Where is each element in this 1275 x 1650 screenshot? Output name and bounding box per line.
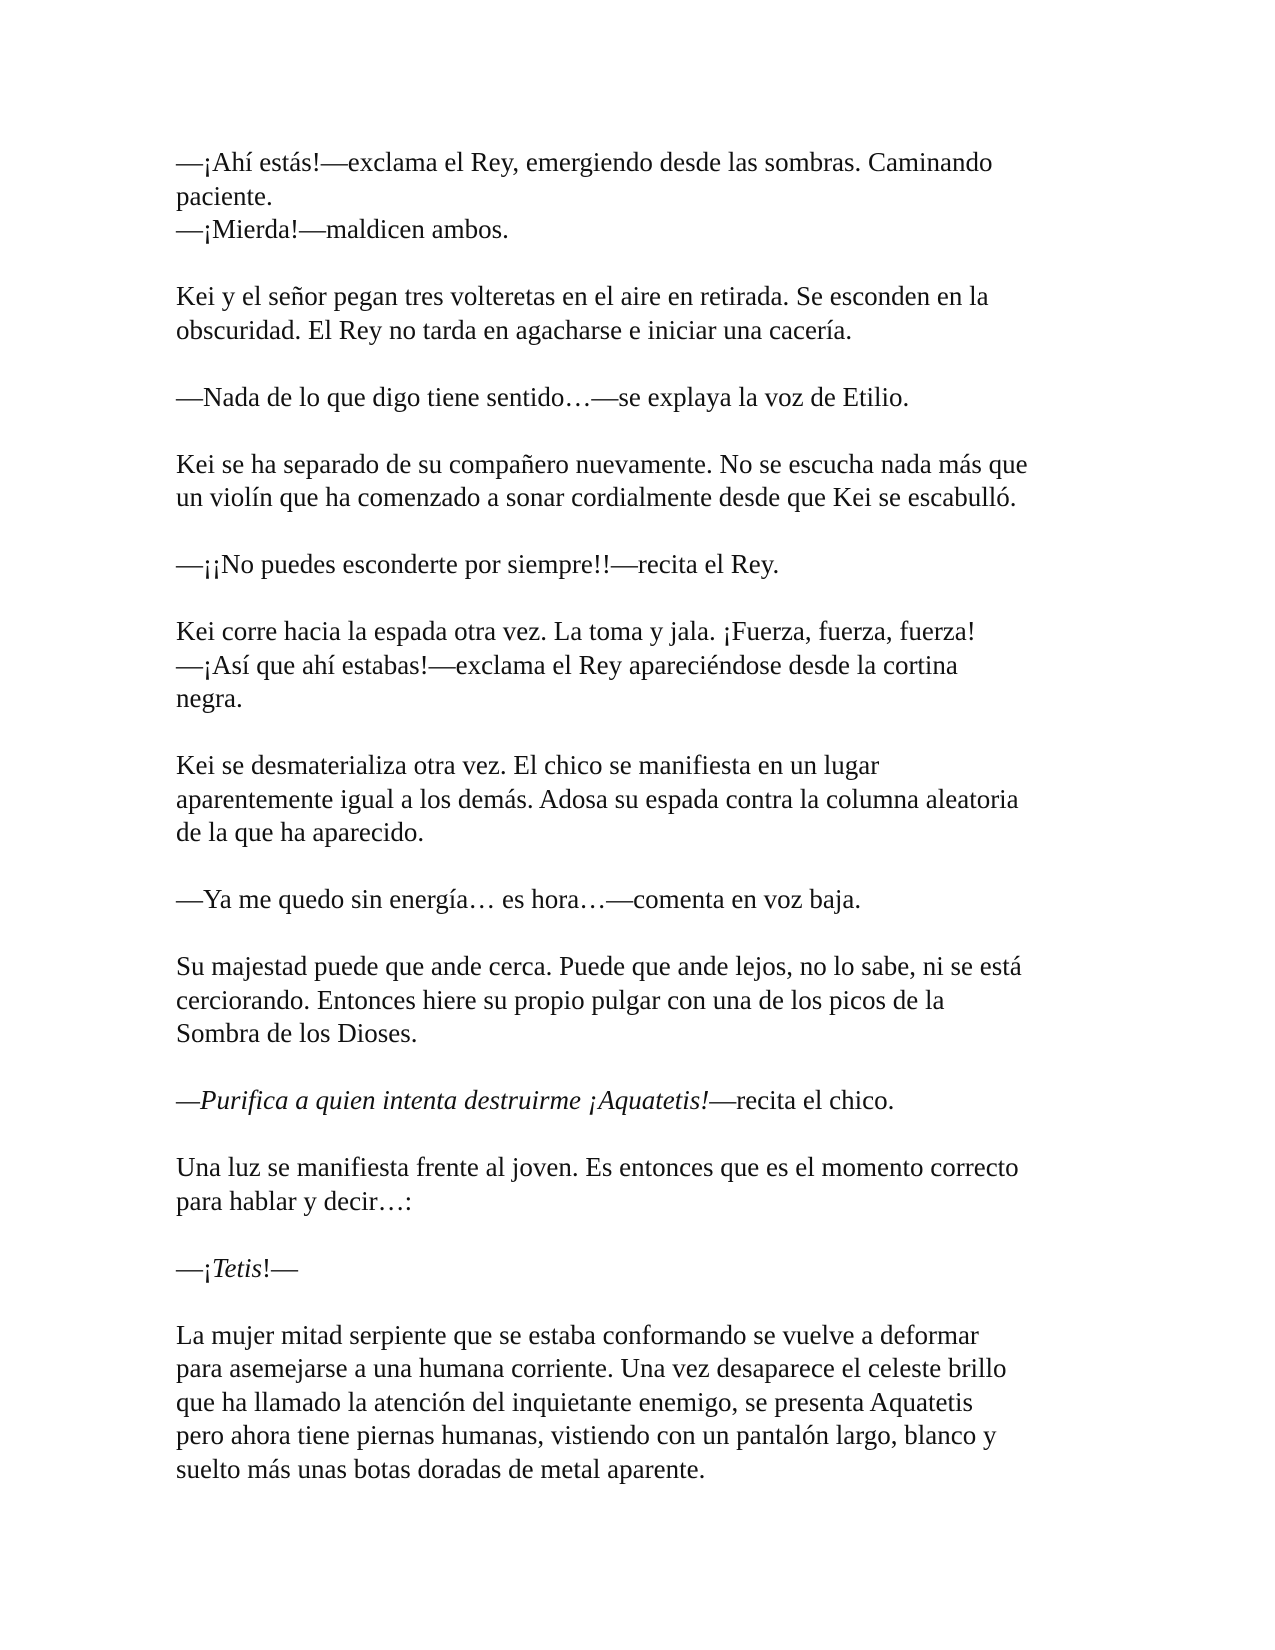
- incantation-italic: —Purifica a quien intenta destruirme ¡Aquatetis!: [176, 1085, 710, 1115]
- text-line: —¡¡No puedes esconderte por siempre!!—recita el Rey.: [176, 549, 780, 579]
- incantation-paragraph: [176, 1084, 1116, 1118]
- text-line: que ha llamado la atención del inquietante enemigo, se presenta Aquatetis: [176, 1386, 973, 1417]
- text-line: Una luz se manifiesta frente al joven. Es entonces que es el momento correcto: [176, 1152, 1019, 1182]
- paragraph-11: [176, 1319, 1116, 1487]
- incantation-tail: —recita el chico.: [709, 1085, 895, 1115]
- paragraph-7: [176, 749, 1116, 850]
- text-line: para asemejarse a una humana corriente. Una vez desaparece el celeste brillo: [176, 1353, 1007, 1383]
- text-line: [176, 1084, 1116, 1118]
- text-line: —¡Mierda!—maldicen ambos.: [176, 214, 509, 244]
- paragraph-3: [176, 381, 1116, 415]
- text-line: —Nada de lo que digo tiene sentido…—se explaya la voz de Etilio.: [176, 381, 910, 412]
- text-line: Kei corre hacia la espada otra vez. La toma y jala. ¡Fuerza, fuerza, fuerza!: [176, 616, 976, 646]
- text-line: Sombra de los Dioses.: [176, 1018, 418, 1048]
- shout-paragraph: [176, 1252, 1116, 1286]
- paragraph-4: [176, 448, 1116, 515]
- text-line: —Ya me quedo sin energía… es hora…—comenta en voz baja.: [176, 884, 862, 914]
- paragraph-5: [176, 548, 1116, 582]
- paragraph-2: [176, 280, 1116, 347]
- shout-prefix: —¡: [176, 1252, 212, 1283]
- text-line: —¡Ahí estás!—exclama el Rey, emergiendo desde las sombras. Caminando: [176, 147, 993, 177]
- text-line: cerciorando. Entonces hiere su propio pulgar con una de los picos de la: [176, 984, 945, 1015]
- text-line: [176, 1252, 1116, 1286]
- text-line: Kei se desmaterializa otra vez. El chico se manifiesta en un lugar: [176, 750, 880, 780]
- text-line: suelto más unas botas doradas de metal aparente.: [176, 1453, 706, 1484]
- text-line: pero ahora tiene piernas humanas, vistiendo con un pantalón largo, blanco y: [176, 1420, 997, 1450]
- shout-italic-word: Tetis: [212, 1252, 263, 1283]
- text-line: obscuridad. El Rey no tarda en agacharse e iniciar una cacería.: [176, 314, 853, 345]
- paragraph-1: [176, 146, 1116, 247]
- text-line: La mujer mitad serpiente que se estaba conformando se vuelve a deformar: [176, 1319, 979, 1350]
- text-line: de la que ha aparecido.: [176, 817, 425, 847]
- text-line: Su majestad puede que ande cerca. Puede que ande lejos, no lo sabe, ni se está: [176, 951, 1022, 981]
- text-line: aparentemente igual a los demás. Adosa su espada contra la columna aleatoria: [176, 783, 1019, 814]
- text-line: —¡Así que ahí estabas!—exclama el Rey apareciéndose desde la cortina: [176, 649, 958, 680]
- text-line: Kei se ha separado de su compañero nuevamente. No se escucha nada más que: [176, 448, 1028, 479]
- text-line: para hablar y decir…:: [176, 1185, 413, 1216]
- paragraph-10: [176, 1151, 1116, 1218]
- text-line: paciente.: [176, 180, 273, 211]
- shout-suffix: !—: [262, 1252, 299, 1283]
- paragraph-9: [176, 950, 1116, 1051]
- paragraph-6: [176, 615, 1116, 716]
- paragraph-8: [176, 883, 1116, 917]
- text-line: negra.: [176, 683, 243, 713]
- document-body: [176, 146, 1116, 1486]
- text-line: Kei y el señor pegan tres volteretas en el aire en retirada. Se esconden en la: [176, 281, 989, 311]
- text-line: un violín que ha comenzado a sonar cordialmente desde que Kei se escabulló.: [176, 482, 1017, 512]
